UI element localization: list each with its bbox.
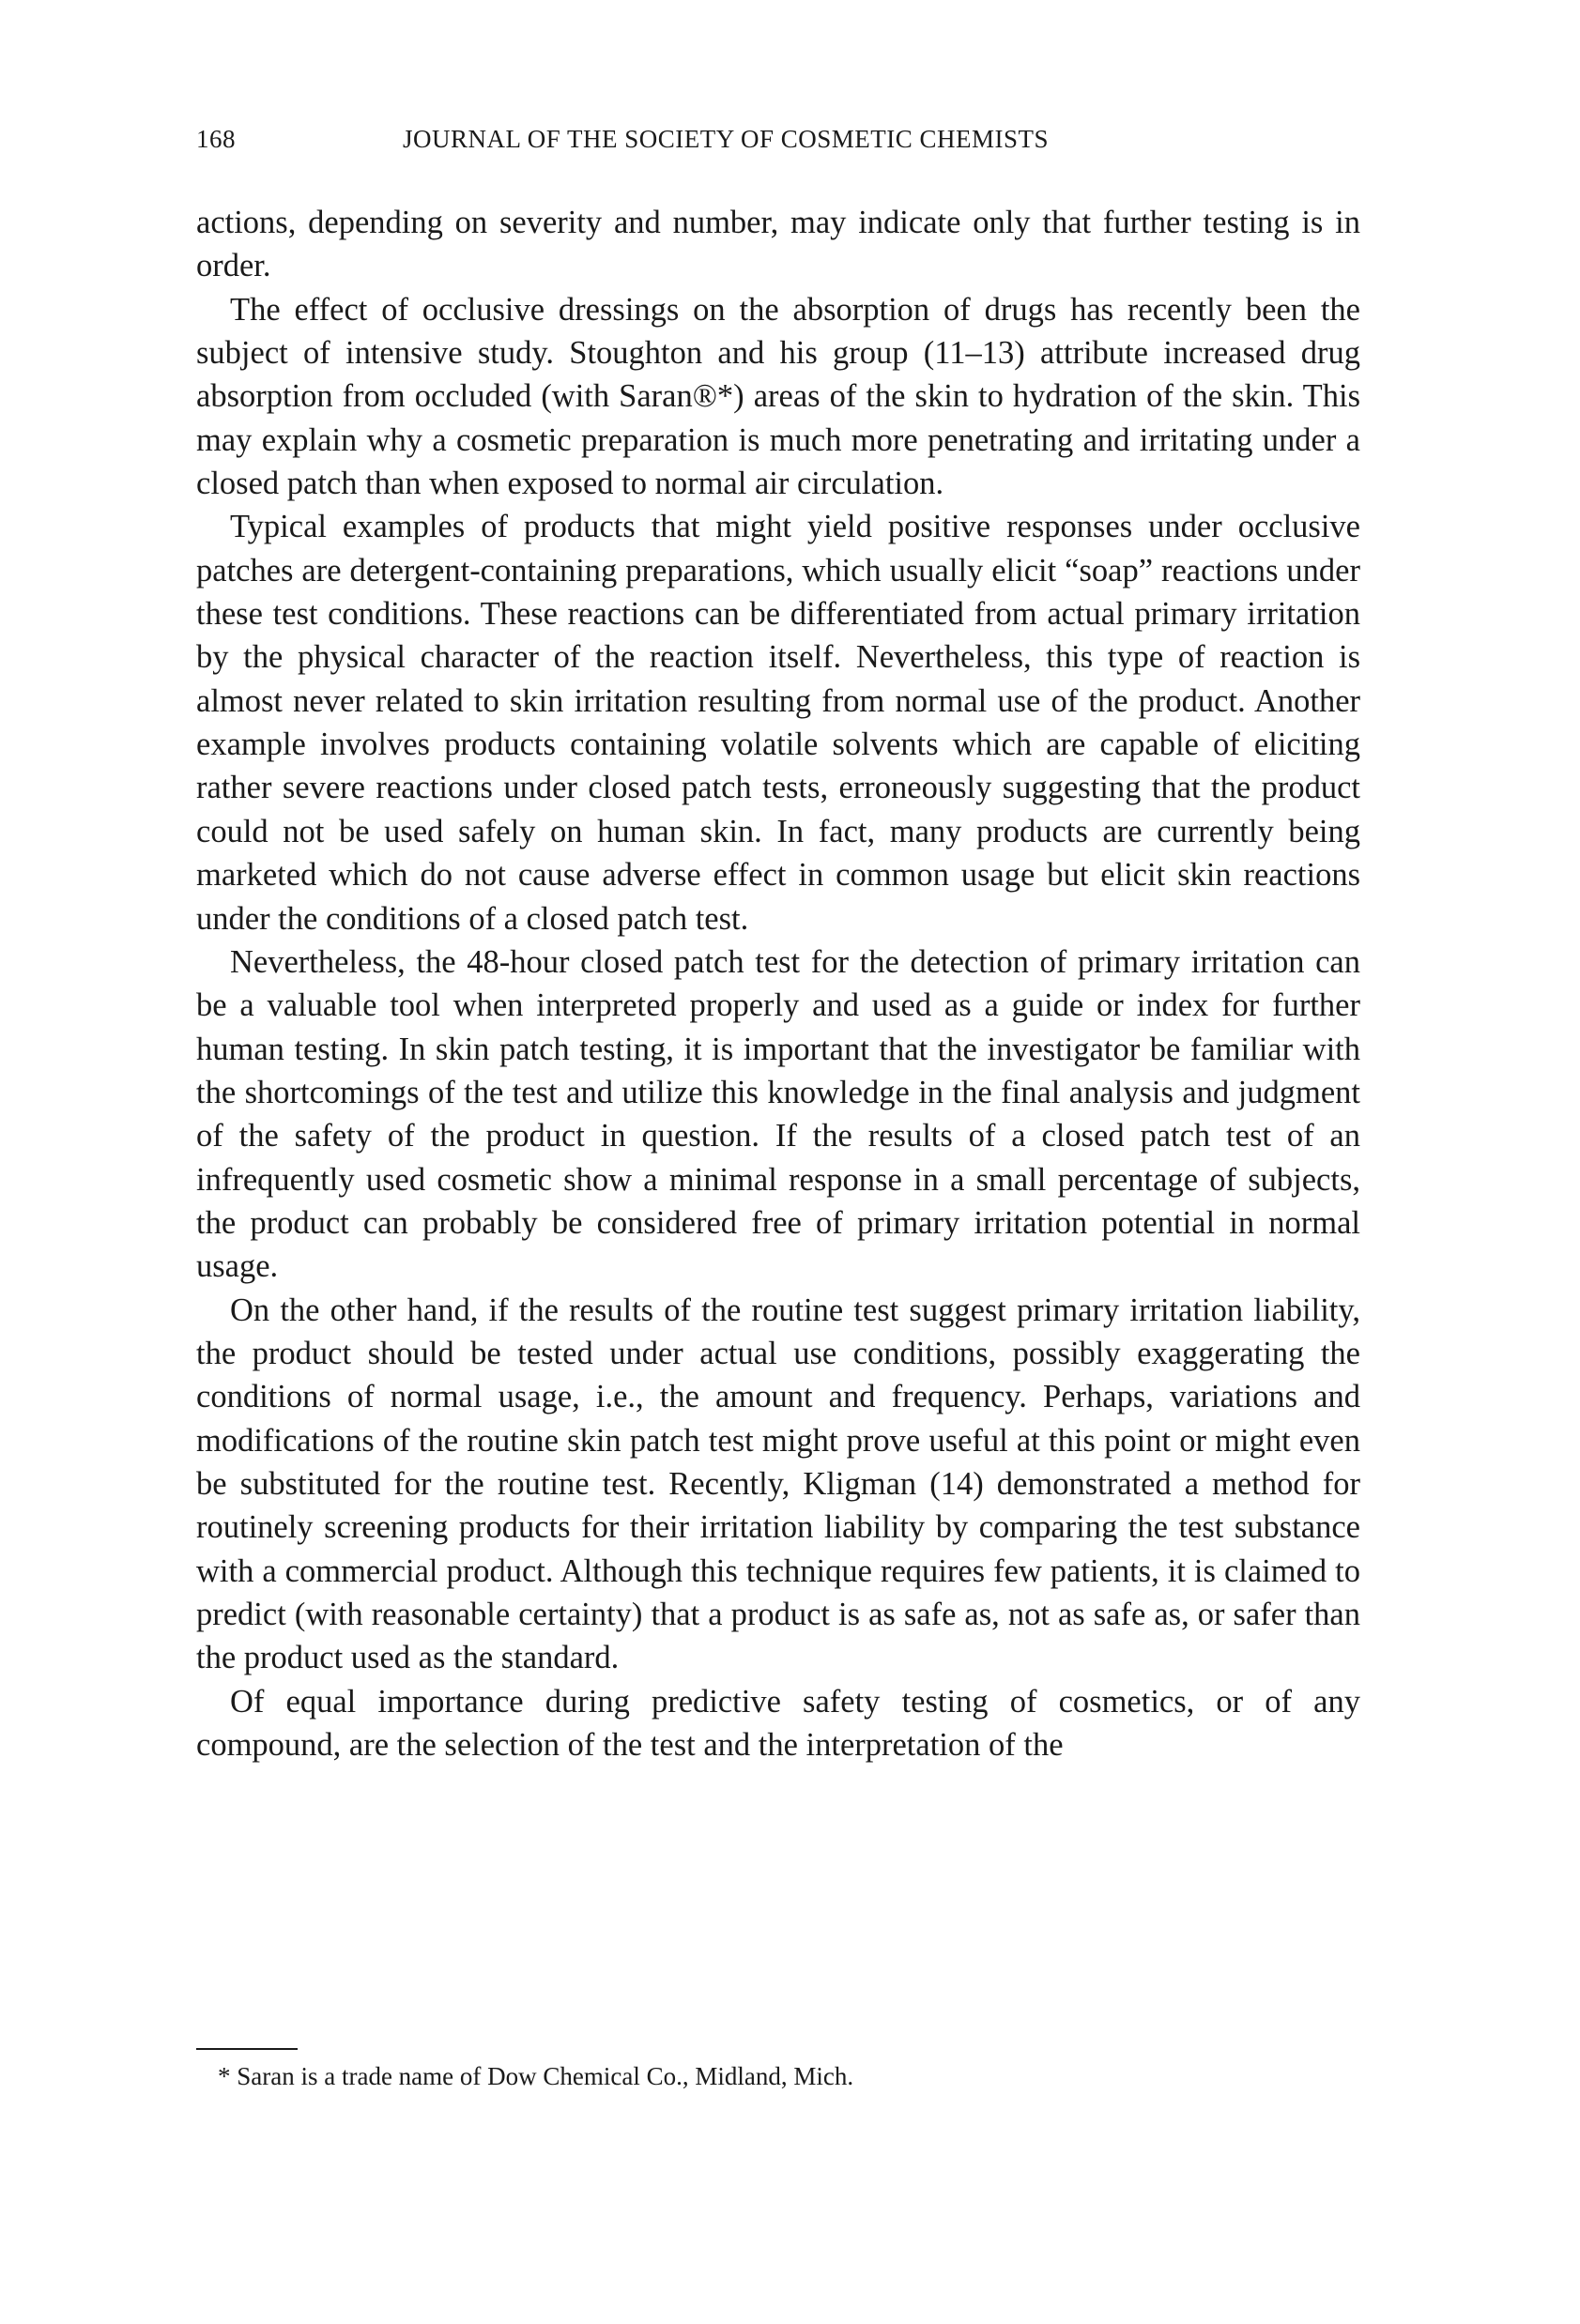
footnote-divider	[196, 2048, 298, 2050]
paragraph-typical-examples: Typical examples of products that might yield positive responses under occlusive patches are detergent-containing preparations, which usually elicit “soap” reactions under these test conditions. These reactions can be differentiated from actual primary irritation by the physical character of the reaction itself. Nevertheless, this type of reaction is almost never related to skin irritation resulting from normal use of the product. Another example involves products containing volatile solvents which are capable of eliciting rather severe reactions under closed patch tests, erroneously suggesting that the product could not be used safely on human skin. In fact, many products are currently being marketed which do not cause adverse effect in common usage but elicit skin reactions under the conditions of a closed patch test.	[196, 509, 1360, 937]
paragraph-equal-importance: Of equal importance during predictive safety testing of cosmetics, or of any compound, are the selection of the test and the interpretation of the	[196, 1683, 1360, 1764]
paragraph-other-hand: On the other hand, if the results of the routine test suggest primary irritation liability, the product should be tested under actual use conditions, possibly exaggerating the conditions of normal usage, i.e., the amount and frequency. Perhaps, variations and modifications of the routine skin patch test might prove useful at this point or might even be substituted for the routine test. Recently, Kligman (14) demonstrated a method for routinely screening products for their irritation liability by comparing the test substance with a commercial product. Although this technique requires few patients, it is claimed to predict (with reasonable certainty) that a product is as safe as, not as safe as, or safer than the product used as the standard.	[196, 1292, 1360, 1676]
paragraph-continued: actions, depending on severity and number, may indicate only that further testing is in order.	[196, 205, 1360, 284]
running-header	[196, 125, 1360, 162]
page-number: 168	[196, 125, 236, 153]
journal-title: JOURNAL OF THE SOCIETY OF COSMETIC CHEMISTS	[403, 125, 1050, 153]
paragraph-occlusive-dressings: The effect of occlusive dressings on the absorption of drugs has recently been the subject of intensive study. Stoughton and his group (11–13) attribute increased drug absorption from occluded (with Saran®*) areas of the skin to hydration of the skin. This may explain why a cosmetic preparation is much more penetrating and irritating under a closed patch than when exposed to normal air circulation.	[196, 291, 1360, 502]
paragraph-48-hour-test: Nevertheless, the 48-hour closed patch test for the detection of primary irritation can be a valuable tool when interpreted properly and used as a guide or index for further human testing. In skin patch testing, it is important that the investigator be familiar with the shortcomings of the test and utilize this knowledge in the final analysis and judgment of the safety of the product in question. If the results of a closed patch test of an infrequently used cosmetic show a minimal response in a small percentage of subjects, the product can probably be considered free of primary irritation potential in normal usage.	[196, 943, 1360, 1285]
article-body	[196, 201, 1360, 1766]
footnote: * Saran is a trade name of Dow Chemical Co., Midland, Mich.	[218, 2062, 854, 2090]
